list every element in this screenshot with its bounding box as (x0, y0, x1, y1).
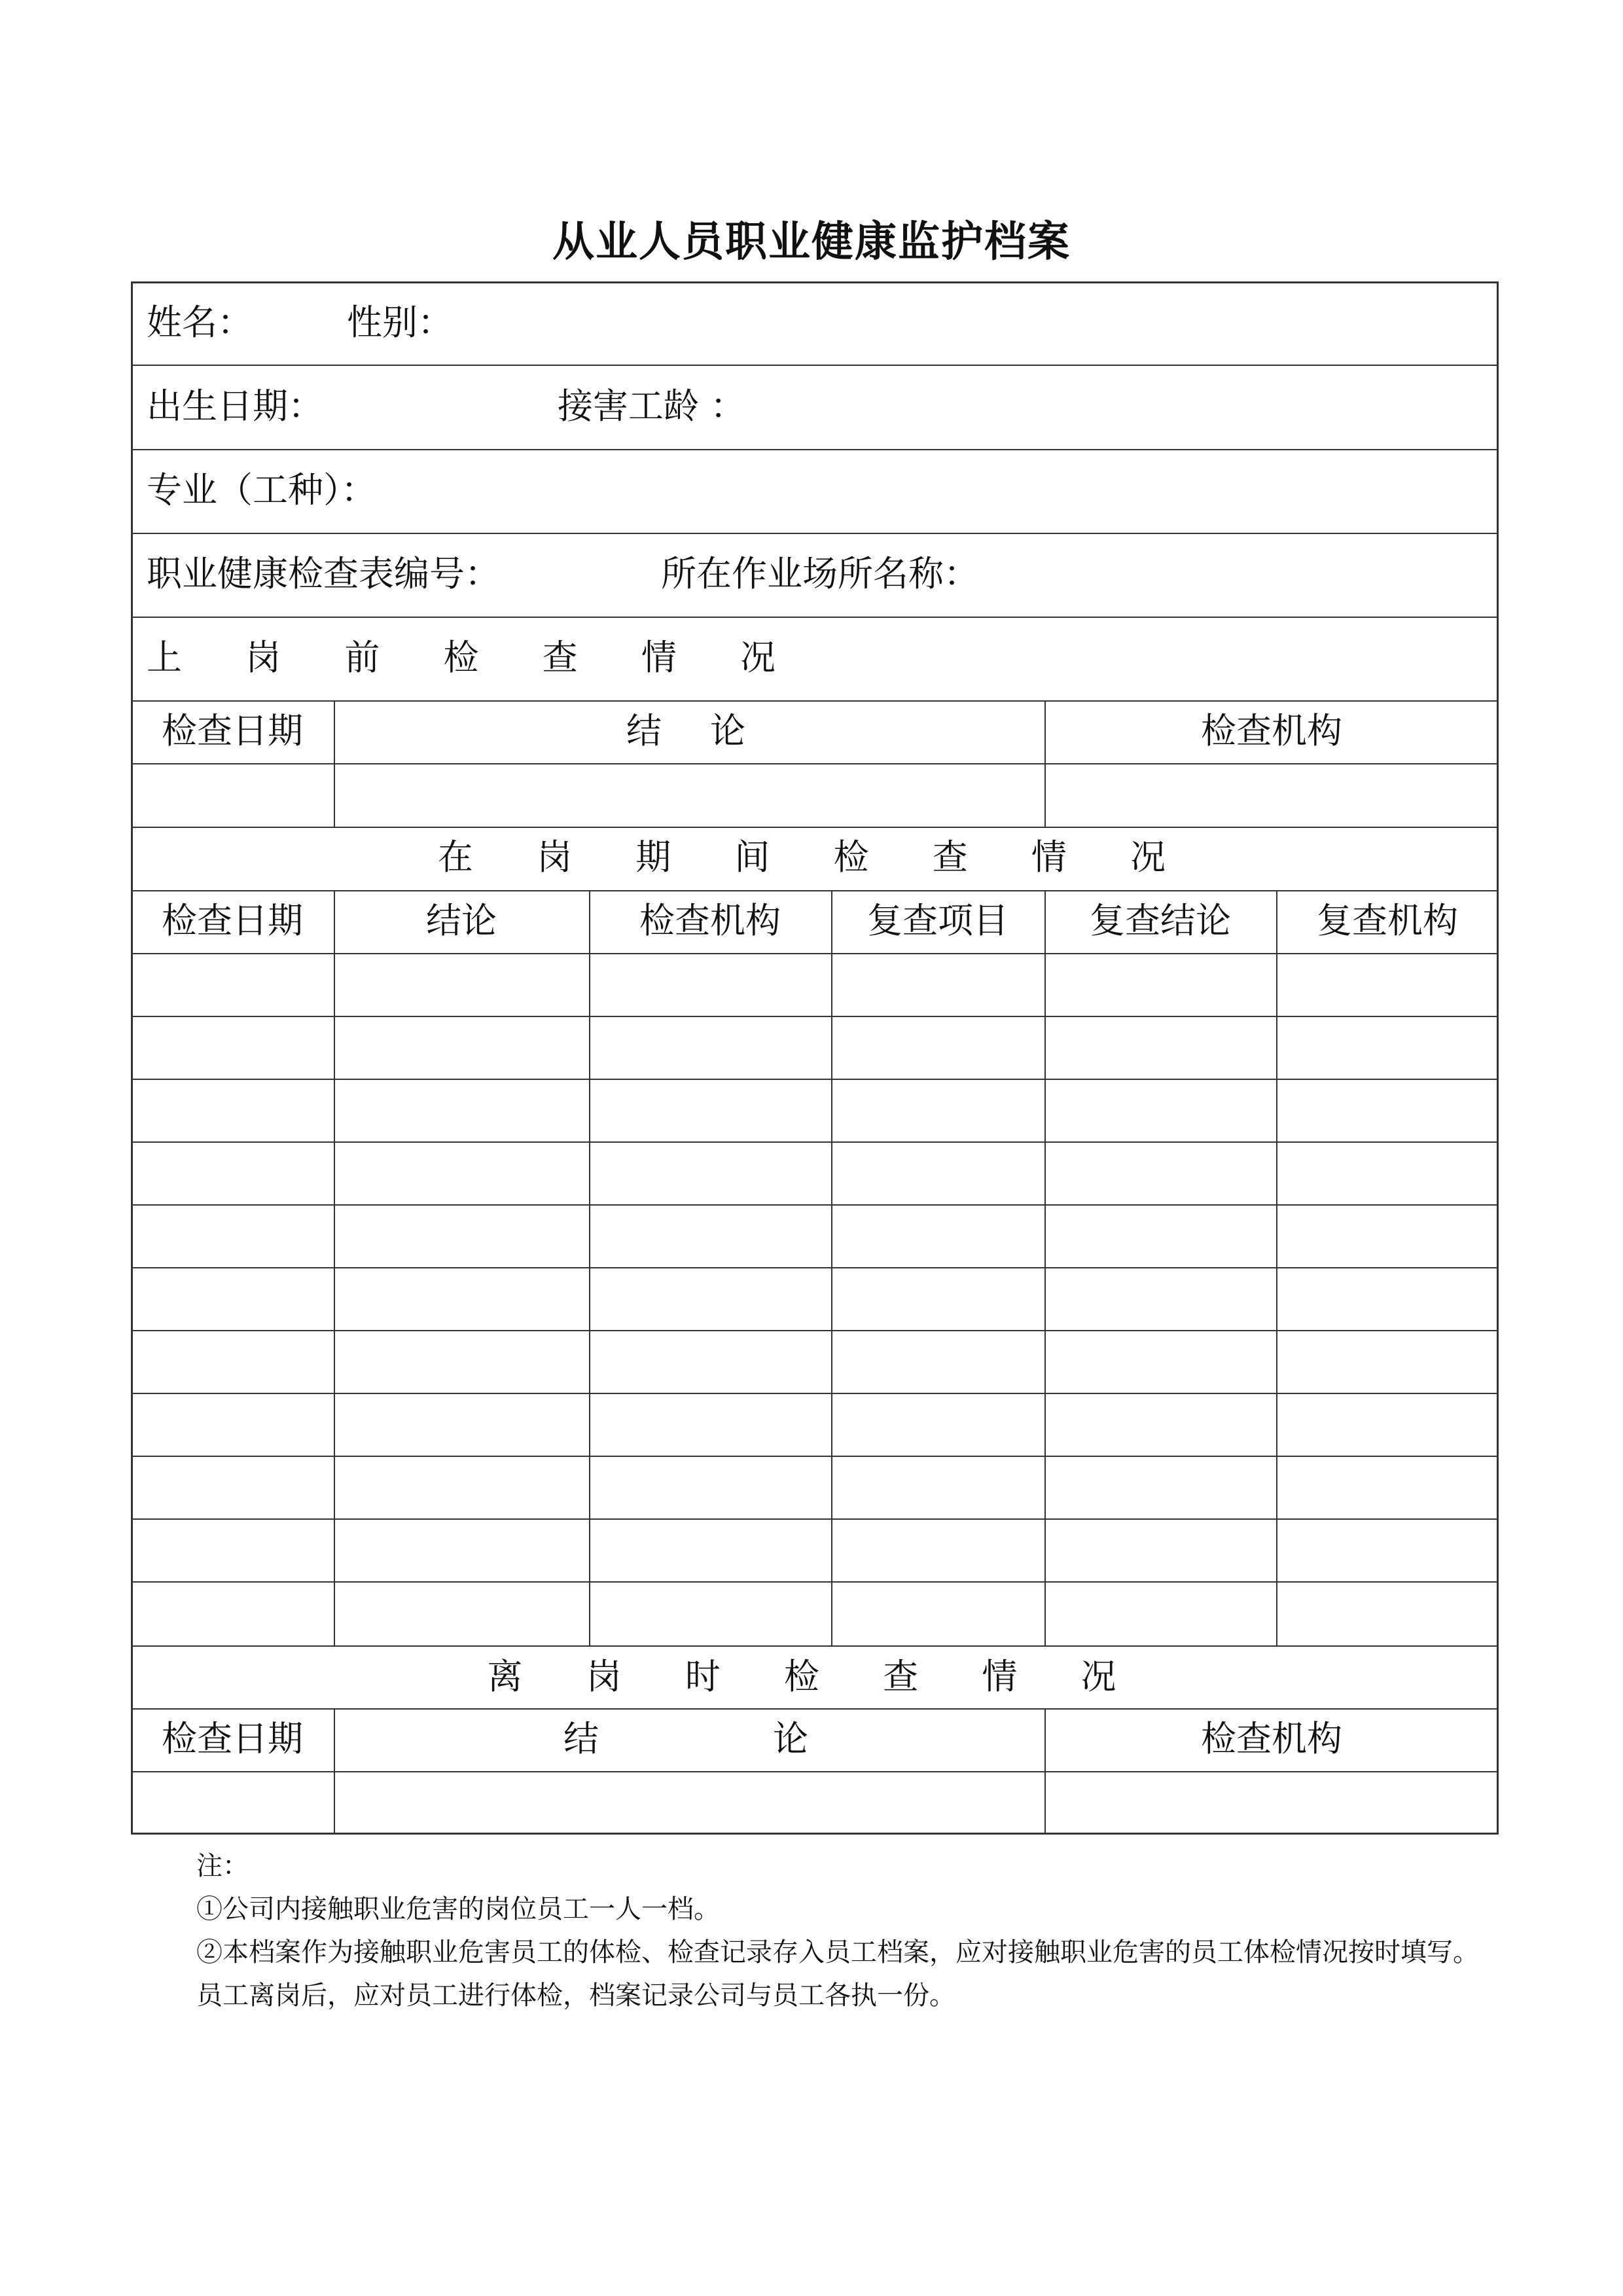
document-title: 从业人员职业健康监护档案 (552, 217, 1071, 266)
on-job-col-recheck-conclusion: 复查结论 (1090, 900, 1231, 941)
row-divider (131, 700, 1499, 702)
row-divider (131, 533, 1499, 534)
on-job-col-institution: 检查机构 (639, 900, 781, 941)
row-divider (131, 1204, 1499, 1206)
row-divider (131, 827, 1499, 828)
exam-form-number-label: 职业健康检查表编号： (147, 553, 500, 594)
trade-label: 专业（工种）： (147, 469, 376, 511)
exposure-years-label: 接害工龄 ： (558, 386, 746, 427)
notes-section (196, 1844, 1479, 2017)
row-divider (131, 763, 1499, 764)
row-divider (131, 1708, 1499, 1710)
row-divider (131, 1141, 1499, 1143)
on-job-col-conclusion: 结论 (426, 900, 497, 941)
row-divider (131, 365, 1499, 366)
row-divider (131, 617, 1499, 618)
row-divider (131, 1393, 1499, 1394)
note-item: ②本档案作为接触职业危害员工的体检、检查记录存入员工档案，应对接触职业危害的员工体检情况按时填写。员工离岗后，应对员工进行体检，档案记录公司与员工各执一份。 (196, 1937, 1479, 2011)
notes-label: 注： (196, 1851, 249, 1881)
health-record-table (131, 281, 1499, 1835)
row-divider (131, 1771, 1499, 1772)
row-divider (131, 890, 1499, 891)
column-divider (1276, 890, 1277, 1645)
row-divider (131, 1581, 1499, 1583)
birth-date-label: 出生日期： (147, 386, 323, 427)
column-divider (589, 890, 590, 1645)
leave-job-col-conclusion: 结 论 (563, 1718, 815, 1759)
on-job-col-recheck-item: 复查项目 (867, 900, 1008, 941)
gender-label: 性别： (347, 302, 453, 343)
column-divider (831, 890, 832, 1645)
row-divider (131, 1079, 1499, 1080)
row-divider (131, 1330, 1499, 1331)
pre-job-col-date: 检查日期 (162, 710, 303, 751)
workplace-name-label: 所在作业场所名称： (661, 553, 979, 594)
row-divider (131, 449, 1499, 450)
on-job-col-recheck-institution: 复查机构 (1317, 900, 1458, 941)
leave-job-heading: 离 岗 时 检 查 情 况 (487, 1656, 1143, 1697)
on-job-col-date: 检查日期 (162, 900, 303, 941)
table-frame (131, 281, 1499, 1835)
pre-job-col-institution: 检查机构 (1201, 710, 1342, 751)
note-item: ①公司内接触职业危害的岗位员工一人一档。 (196, 1894, 720, 1924)
column-divider (334, 890, 335, 1645)
column-divider (1044, 890, 1046, 1645)
row-divider (131, 1456, 1499, 1457)
leave-job-col-institution: 检查机构 (1201, 1718, 1342, 1759)
row-divider (131, 1016, 1499, 1017)
row-divider (131, 1267, 1499, 1268)
row-divider (131, 1518, 1499, 1520)
pre-job-heading: 上 岗 前 检 查 情 况 (147, 637, 802, 678)
on-job-heading: 在 岗 期 间 检 查 情 况 (437, 836, 1192, 878)
leave-job-col-date: 检查日期 (162, 1718, 303, 1759)
pre-job-col-conclusion: 结 论 (626, 710, 752, 751)
row-divider (131, 953, 1499, 954)
row-divider (131, 1645, 1499, 1647)
name-label: 姓名： (147, 302, 253, 343)
